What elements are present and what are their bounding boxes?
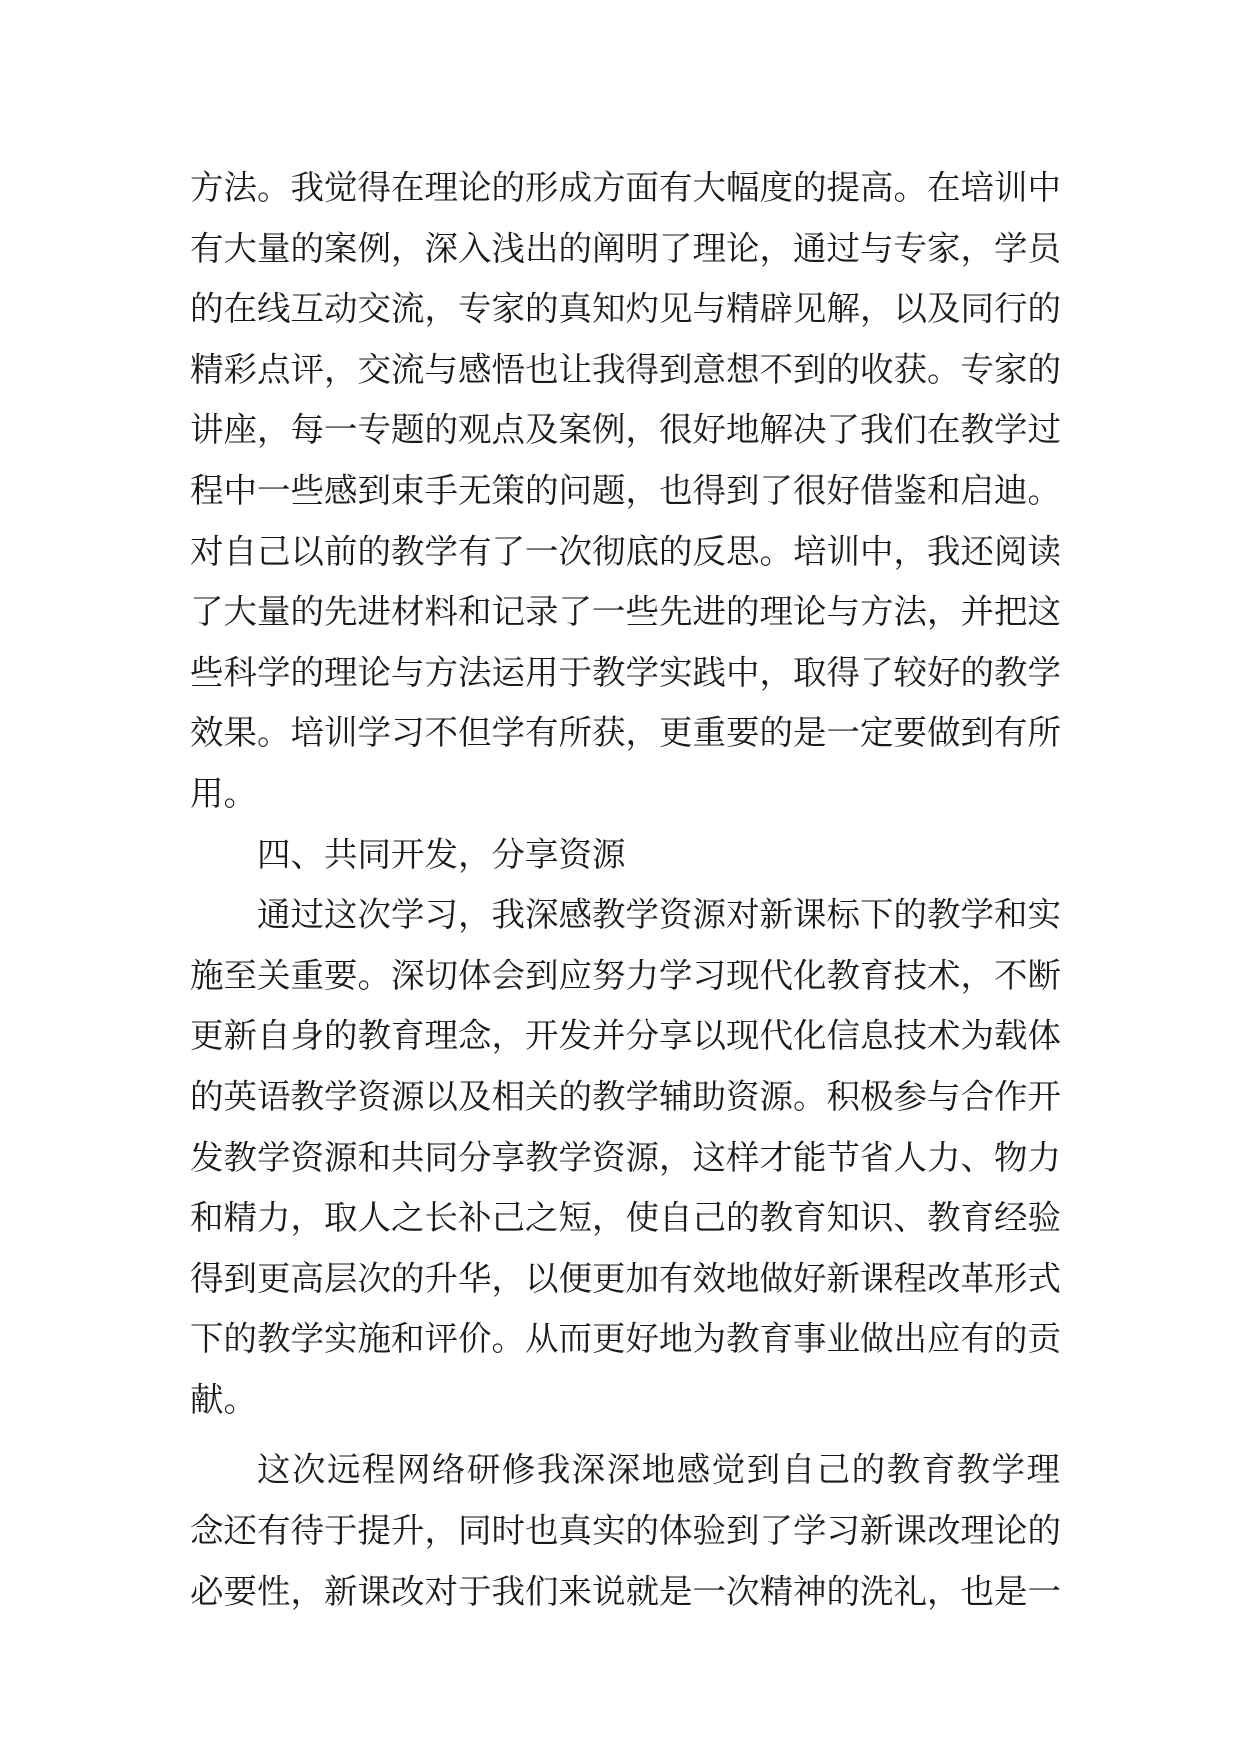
text-line: 些科学的理论与方法运用于教学实践中，取得了较好的教学 <box>190 652 1061 692</box>
text-line: 了大量的先进材料和记录了一些先进的理论与方法，并把这 <box>190 592 1061 632</box>
text-line: 讲座，每一专题的观点及案例，很好地解决了我们在教学过 <box>190 410 1061 450</box>
text-line: 得到更高层次的升华，以便更加有效地做好新课程改革形式 <box>190 1258 1061 1298</box>
text-line: 献。 <box>190 1379 257 1419</box>
text-line: 用。 <box>190 773 257 813</box>
paragraph-spacer <box>190 1430 1060 1440</box>
text-line: 这次远程网络研修我深深地感觉到自己的教育教学理 <box>257 1450 1060 1490</box>
paragraph <box>190 1440 1060 1622</box>
text-line: 的英语教学资源以及相关的教学辅助资源。积极参与合作开 <box>190 1076 1061 1116</box>
section-heading: 四、共同开发，分享资源 <box>257 834 626 874</box>
paragraph <box>190 158 1060 825</box>
text-line: 的在线互动交流，专家的真知灼见与精辟见解，以及同行的 <box>190 289 1061 329</box>
text-line: 施至关重要。深切体会到应努力学习现代化教育技术，不断 <box>190 955 1061 995</box>
text-line: 必要性，新课改对于我们来说就是一次精神的洗礼，也是一 <box>190 1571 1061 1611</box>
text-line: 念还有待于提升，同时也真实的体验到了学习新课改理论的 <box>190 1511 1061 1551</box>
text-line: 更新自身的教育理念，开发并分享以现代化信息技术为载体 <box>190 1016 1061 1056</box>
text-line: 效果。培训学习不但学有所获，更重要的是一定要做到有所 <box>190 713 1061 753</box>
text-line: 有大量的案例，深入浅出的阐明了理论，通过与专家，学员 <box>190 228 1061 268</box>
paragraph <box>190 885 1060 1430</box>
text-line: 发教学资源和共同分享教学资源，这样才能节省人力、物力 <box>190 1137 1061 1177</box>
text-line: 对自己以前的教学有了一次彻底的反思。培训中，我还阅读 <box>190 531 1061 571</box>
text-line: 精彩点评，交流与感悟也让我得到意想不到的收获。专家的 <box>190 349 1061 389</box>
text-line: 通过这次学习，我深感教学资源对新课标下的教学和实 <box>257 895 1061 935</box>
text-line: 下的教学实施和评价。从而更好地为教育事业做出应有的贡 <box>190 1319 1061 1359</box>
text-line: 和精力，取人之长补己之短，使自己的教育知识、教育经验 <box>190 1198 1061 1238</box>
text-line: 程中一些感到束手无策的问题，也得到了很好借鉴和启迪。 <box>190 470 1061 510</box>
document-body <box>190 158 1060 1622</box>
text-line: 方法。我觉得在理论的形成方面有大幅度的提高。在培训中 <box>190 168 1061 207</box>
